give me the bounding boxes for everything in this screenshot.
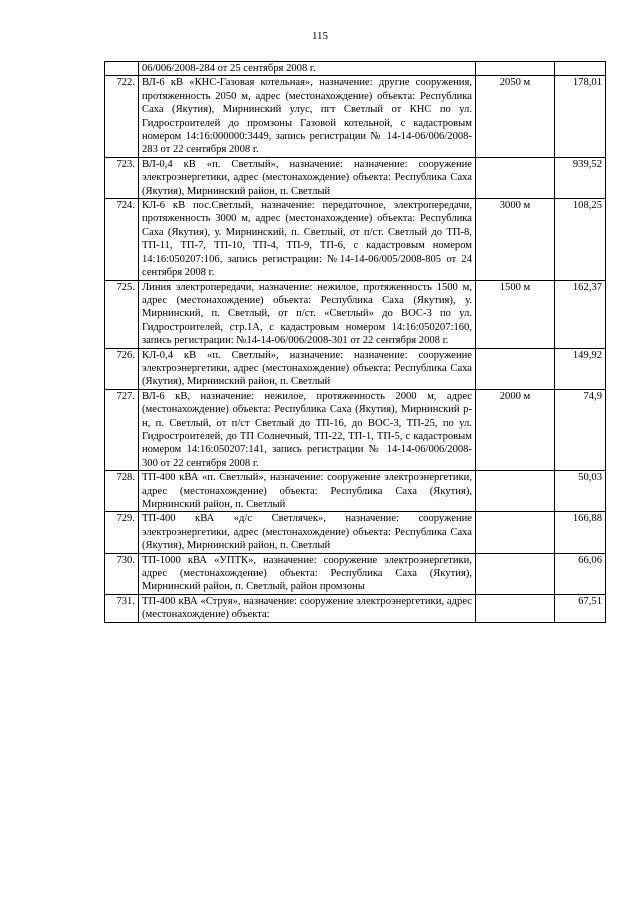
object-length [476,594,555,622]
object-description: ТП-400 кВА «Струя», назначение: сооружение электроэнергетики, адрес (местонахождение) объекта: [139,594,476,622]
row-number: 723. [105,157,139,198]
object-length [476,471,555,512]
object-value: 108,25 [555,199,606,280]
object-description: ВЛ-6 кВ «КНС-Газовая котельная», назначение: другие сооружения, протяженность 2050 м, адрес (местонахождение) объекта: Республика Саха (Якутия), Мирнинский улус, пгт Светлый от КНС по ул. Гидростроителей до промзоны Газовой котельной, с кадастровым номером 14:16:000000:3449, запись регистрации № 14-14-06/006/2008-283 от 22 сентября 2008 г. [139,76,476,157]
object-description: ТП-400 кВА «п. Светлый», назначение: сооружение электроэнергетики, адрес (местонахождение) объекта: Республика Саха (Якутия), Мирнинский район, п. Светлый [139,471,476,512]
property-registry-table [104,61,606,623]
table-row [105,348,606,389]
object-description: 06/006/2008-284 от 25 сентября 2008 г. [139,62,476,76]
object-value: 67,51 [555,594,606,622]
object-description: Линия электропередачи, назначение: нежилое, протяженность 1500 м, адрес (местонахождение) объекта: Республика Саха (Якутия), у. Мирнинский, п. Светлый, от п/ст. «Светлый» до ВОС-3 по ул. Гидростроителей, стр.1А, с кадастровым номером 14:16:050207:160, запись регистрации: №14-14-06/006/2008-301 от 22 сентября 2008 г. [139,280,476,348]
object-value: 166,88 [555,512,606,553]
object-value: 50,03 [555,471,606,512]
object-description: ВЛ-6 кВ, назначение: нежилое, протяженность 2000 м, адрес (местонахождение) объекта: Республика Саха (Якутия), Мирнинский р-н, п. Светлый, от п/ст Светлый до ТП-16, до ВОС-3, ТП-25, по ул. Гидростроителей, до ТП Солнечный, ТП-22, ТП-1, ТП-5, с кадастровым номером 14:16:050207:141, запись регистрации № 14-14-06/006/2008-300 от 22 сентября 2008 г. [139,389,476,470]
object-value: 66,06 [555,553,606,594]
object-length: 1500 м [476,280,555,348]
object-value [555,62,606,76]
table-row [105,512,606,553]
table-row [105,594,606,622]
object-description: КЛ-0,4 кВ «п. Светлый», назначение: назначение: сооружение электроэнергетики, адрес (местонахождение) объекта: Республика Саха (Якутия), Мирнинский район, п. Светлый [139,348,476,389]
table-row [105,199,606,280]
page-number: 115 [311,30,329,42]
row-number [105,62,139,76]
table-row [105,280,606,348]
table-row [105,157,606,198]
object-length: 2000 м [476,389,555,470]
table-row [105,389,606,470]
row-number: 722. [105,76,139,157]
object-length: 2050 м [476,76,555,157]
table-row [105,76,606,157]
object-value: 178,01 [555,76,606,157]
object-length [476,553,555,594]
object-description: ТП-1000 кВА «УПТК», назначение: сооружение электроэнергетики, адрес (местонахождение) объекта: Республика Саха (Якутия), Мирнинский район, п. Светлый, район промзоны [139,553,476,594]
row-number: 729. [105,512,139,553]
object-value: 939,52 [555,157,606,198]
object-value: 74,9 [555,389,606,470]
row-number: 731. [105,594,139,622]
object-length [476,157,555,198]
row-number: 730. [105,553,139,594]
row-number: 728. [105,471,139,512]
object-length [476,512,555,553]
object-value: 162,37 [555,280,606,348]
object-description: ТП-400 кВА «д/с Светлячек», назначение: сооружение электроэнергетики, адрес (местонахождение) объекта: Республика Саха (Якутия), Мирнинский район, п. Светлый [139,512,476,553]
table-row [105,471,606,512]
row-number: 726. [105,348,139,389]
row-number: 727. [105,389,139,470]
object-value: 149,92 [555,348,606,389]
object-length [476,62,555,76]
table-row [105,553,606,594]
object-length [476,348,555,389]
object-description: КЛ-6 кВ пос.Светлый, назначение: передаточное, электропередачи, протяженность 3000 м, адрес (местонахождение) объекта: Республика Саха (Якутия), у. Мирнинский, п. Светлый, от п/ст. Светлый до ТП-8, ТП-11, ТП-7, ТП-10, ТП-4, ТП-9, ТП-6, с кадастровым номером 14:16:050207:106, запись регистрации: №14-14-06/005/2008-805 от 24 сентября 2008 г. [139,199,476,280]
row-number: 725. [105,280,139,348]
row-number: 724. [105,199,139,280]
object-length: 3000 м [476,199,555,280]
table-row [105,62,606,76]
object-description: ВЛ-0,4 кВ «п. Светлый», назначение: назначение: сооружение электроэнергетики, адрес (местонахождение) объекта: Республика Саха (Якутия), Мирнинский район, п. Светлый [139,157,476,198]
